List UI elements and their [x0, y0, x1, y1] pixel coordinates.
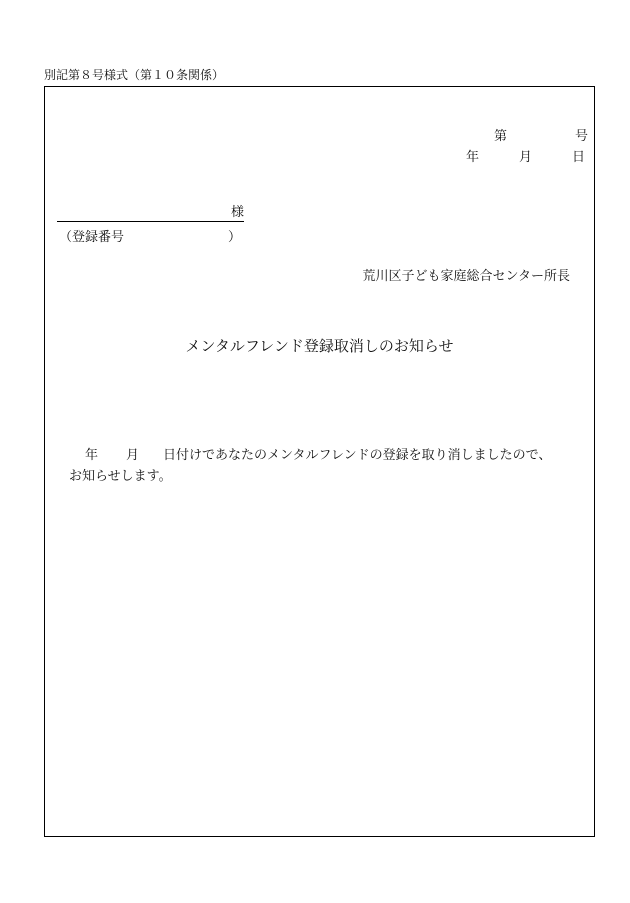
registration-close: ） — [228, 230, 242, 245]
body-line-2: お知らせします。 — [69, 469, 172, 484]
addressee-line — [57, 205, 244, 222]
body-line-1 — [69, 445, 551, 466]
sender-name: 荒川区子ども家庭総合センター所長 — [362, 269, 570, 284]
number-prefix: 第 — [493, 129, 507, 144]
addressee-honorific: 様 — [230, 205, 244, 220]
document-number-line — [494, 125, 588, 144]
date-line — [466, 146, 585, 165]
body-line-1-text: 日付けであなたのメンタルフレンドの登録を取り消しましたので、 — [163, 448, 552, 463]
body-month: 月 — [126, 448, 140, 463]
registration-open: （登録番号 — [59, 230, 125, 245]
document-title: メンタルフレンド登録取消しのお知らせ — [185, 337, 454, 355]
date-day: 日 — [571, 150, 585, 165]
date-month: 月 — [518, 150, 532, 165]
body-year: 年 — [85, 448, 99, 463]
number-suffix: 号 — [574, 129, 588, 144]
date-year: 年 — [465, 150, 479, 165]
notice-body — [69, 445, 551, 487]
registration-number — [59, 226, 241, 245]
form-label: 別記第８号様式（第１０条関係） — [44, 68, 225, 82]
notice-frame — [44, 86, 595, 837]
